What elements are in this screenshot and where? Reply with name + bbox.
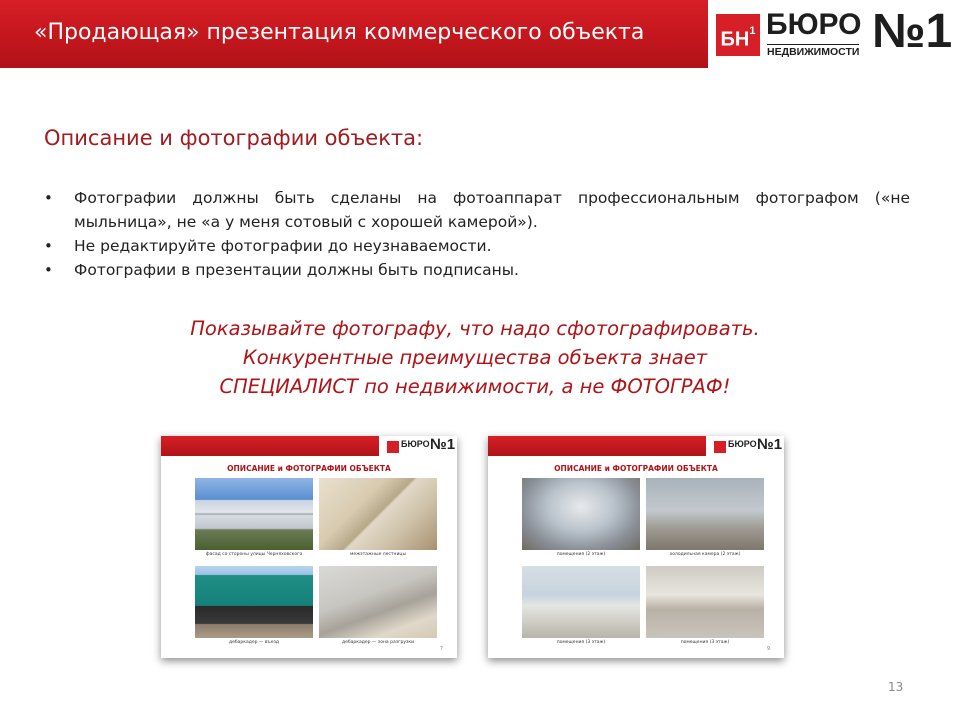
section-title: Описание и фотографии объекта: <box>44 126 424 150</box>
logo-badge: $БН^1$ <box>716 14 760 56</box>
photo-caption: фасад со стороны улицы Черняховского <box>205 552 303 557</box>
emphasis-block <box>0 314 950 401</box>
photo-caption: дебаркадер — въезд <box>229 640 279 645</box>
photo-corridor <box>522 478 640 550</box>
slide-thumbnail-2 <box>488 436 784 658</box>
photo-room-3rd-floor <box>522 566 640 638</box>
thumb-title: ОПИСАНИЕ и ФОТОГРАФИИ ОБЪЕКТА <box>554 464 718 473</box>
photo-caption: помещения (3 этаж) <box>556 640 606 645</box>
photo-caption: помещения (2 этаж) <box>556 552 606 557</box>
photo-caption: помещения (3 этаж) <box>680 640 730 645</box>
page-number: 13 <box>888 680 904 694</box>
company-logo <box>716 6 952 62</box>
thumb-page-number: 7 <box>439 646 443 652</box>
photo-dock-entrance <box>195 566 313 638</box>
photo-room-3rd-floor-2 <box>646 566 764 638</box>
logo-word: БЮРО <box>766 8 862 41</box>
photo-dock-unloading <box>319 566 437 638</box>
bullet-item: • Фотографии должны быть сделаны на фотоаппарат профессиональным фотографом («не мыльница», не «а у меня сотовый с хорошей камерой»). <box>44 186 910 234</box>
logo-subtitle: НЕДВИЖИМОСТИ <box>767 46 860 58</box>
slide-title: «Продающая» презентация коммерческого объекта <box>34 20 645 45</box>
photo-facade <box>195 478 313 550</box>
photo-cold-room <box>646 478 764 550</box>
thumb-page-number: 9 <box>766 646 770 652</box>
photo-caption: холодильная камера (2 этаж) <box>669 552 741 557</box>
bullet-list <box>44 186 910 282</box>
emphasis-line: Показывайте фотографу, что надо сфотографировать. <box>190 317 760 340</box>
photo-stairs <box>319 478 437 550</box>
logo-number: №1 <box>872 5 953 58</box>
thumb-logo: БЮРО №1 <box>387 439 453 457</box>
photo-caption: межэтажные лестницы <box>349 552 407 557</box>
slide-thumbnail-1 <box>161 436 457 658</box>
thumb-title: ОПИСАНИЕ и ФОТОГРАФИИ ОБЪЕКТА <box>227 464 391 473</box>
header-bar <box>0 0 708 68</box>
photo-caption: дебаркадер — зона разгрузки <box>341 640 415 645</box>
emphasis-line: СПЕЦИАЛИСТ по недвижимости, а не ФОТОГРАФ! <box>219 375 731 398</box>
bullet-item: • Фотографии в презентации должны быть подписаны. <box>44 258 910 282</box>
thumb-logo: БЮРО №1 <box>714 439 780 457</box>
thumb-header-bar <box>161 436 379 456</box>
thumb-header-bar <box>488 436 706 456</box>
bullet-item: • Не редактируйте фотографии до неузнаваемости. <box>44 234 910 258</box>
emphasis-line: Конкурентные преимущества объекта знает <box>242 346 708 369</box>
